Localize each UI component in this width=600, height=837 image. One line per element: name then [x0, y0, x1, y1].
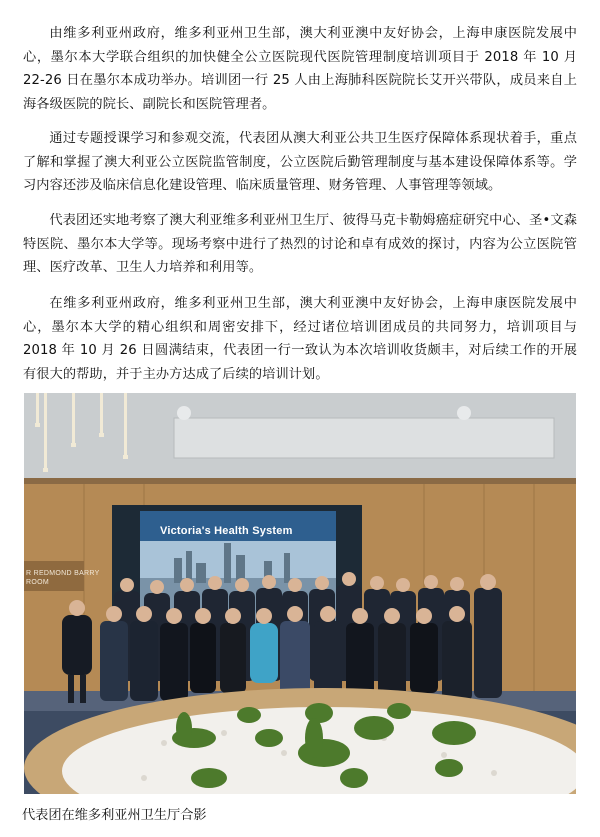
room-sign-line-2: ROOM: [26, 579, 49, 586]
paragraph-1: 由维多利亚州政府，维多利亚州卫生部，澳大利亚澳中友好协会，上海申康医院发展中心，墨尔本大学联合组织的加快健全公立医院现代医院管理制度培训项目于 2018 年 10 月 22-26 日在墨尔本成功举办。培训团一行 25 人由上海肺科医院院长艾开兴带队，成员来自上海各级医院的院长、副院长和医院管理者。: [23, 26, 577, 112]
paragraph-4: 在维多利亚州政府，维多利亚州卫生部，澳大利亚澳中友好协会，上海申康医院发展中心，墨尔本大学的精心组织和周密安排下，经过诸位培训团成员的共同努力，培训项目与 2018 年 10 月 26 日圆满结束，代表团一行一致认为本次培训收货颇丰，对后续工作的开展有很大的帮助，并于主办方达成了后续的培训计划。: [23, 296, 577, 382]
paragraph-3: 代表团还实地考察了澳大利亚维多利亚州卫生厅、彼得马克卡勒姆癌症研究中心、圣•文森特医院、墨尔本大学等。现场考察中进行了热烈的讨论和卓有成效的探讨，内容为公立医院管理、医疗改革、卫生人力培养和利用等。: [23, 213, 577, 276]
screen-title: Victoria's Health System: [160, 525, 293, 537]
paragraph-2: 通过专题授课学习和参观交流，代表团从澳大利亚公共卫生医疗保障体系现状着手，重点了解和掌握了澳大利亚公立医院监管制度，公立医院后勤管理制度与基本建设保障体系等。学习内容还涉及临床信息化建设管理、临床质量管理、财务管理、人事管理等领域。: [23, 131, 577, 194]
photo-caption: 代表团在维多利亚州卫生厅合影: [22, 808, 207, 823]
room-sign-line-1: R REDMOND BARRY: [26, 570, 100, 577]
room-sign: [26, 569, 100, 587]
group-photo: [24, 393, 576, 794]
